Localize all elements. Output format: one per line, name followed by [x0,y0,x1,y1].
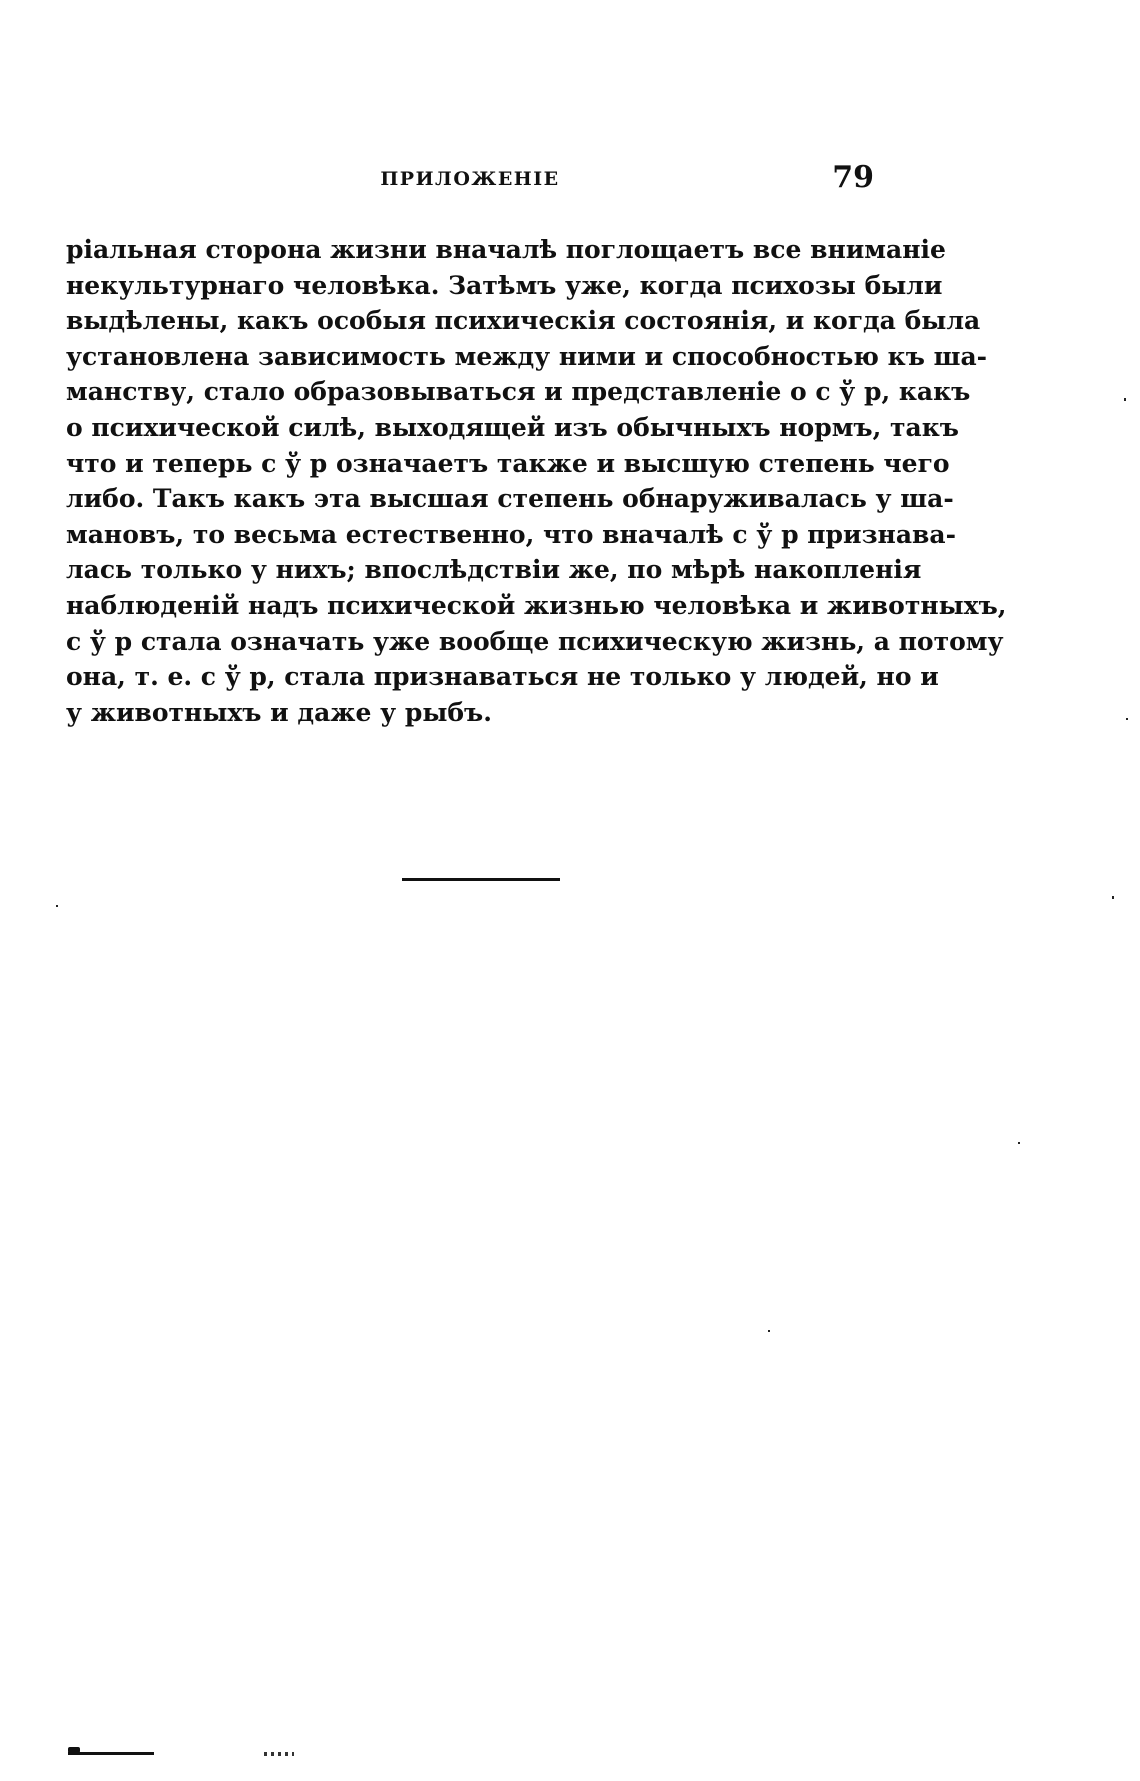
text-line: ріальная сторона жизни вначалѣ поглощаетъ все вниманіе [66,235,946,264]
text-line: либо. Такъ какъ эта высшая степень обнаруживалась у ша- [66,484,954,514]
text-line: о психической силѣ, выходящей изъ обычныхъ нормъ, такъ [66,412,959,442]
text-line: с ў р стала означать уже вообще психическую жизнь, а потому [66,626,1004,656]
scan-speck [1112,896,1114,899]
text-line-last: у животныхъ и даже у рыбъ. [66,697,492,727]
text-line: она, т. е. с ў р, стала признаваться не только у людей, но и [66,662,939,692]
text-line: наблюденій надъ психической жизнью человѣка и животныхъ, [66,590,1007,620]
text-line: мановъ, то весьма естественно, что вначалѣ с ў р признава- [66,519,956,549]
text-line: лась только у нихъ; впослѣдствіи же, по мѣрѣ накопленія [66,555,922,585]
section-divider-rule [402,878,560,881]
text-line: некультурнаго человѣка. Затѣмъ уже, когда психозы были [66,270,943,300]
text-line: манству, стало образовываться и представленіе о с ў р, какъ [66,377,971,407]
text-line: выдѣлены, какъ особыя психическія состоянія, и когда была [66,306,981,336]
scan-speck [56,905,58,907]
scan-speck [1126,718,1128,720]
running-title: ПРИЛОЖЕНІЕ [380,168,560,190]
text-line: что и теперь с ў р означаетъ также и высшую степень чего [66,448,950,478]
scan-speck [1018,1142,1020,1144]
scan-mark-bottom-mid [264,1752,294,1756]
body-paragraph [66,232,1007,730]
page-number: 79 [832,160,874,195]
scan-speck [1124,398,1126,401]
scan-mark-bottom-left [68,1752,154,1755]
running-head [66,160,874,200]
text-line: установлена зависимость между ними и способностью къ ша- [66,341,988,371]
scan-speck [768,1330,770,1332]
